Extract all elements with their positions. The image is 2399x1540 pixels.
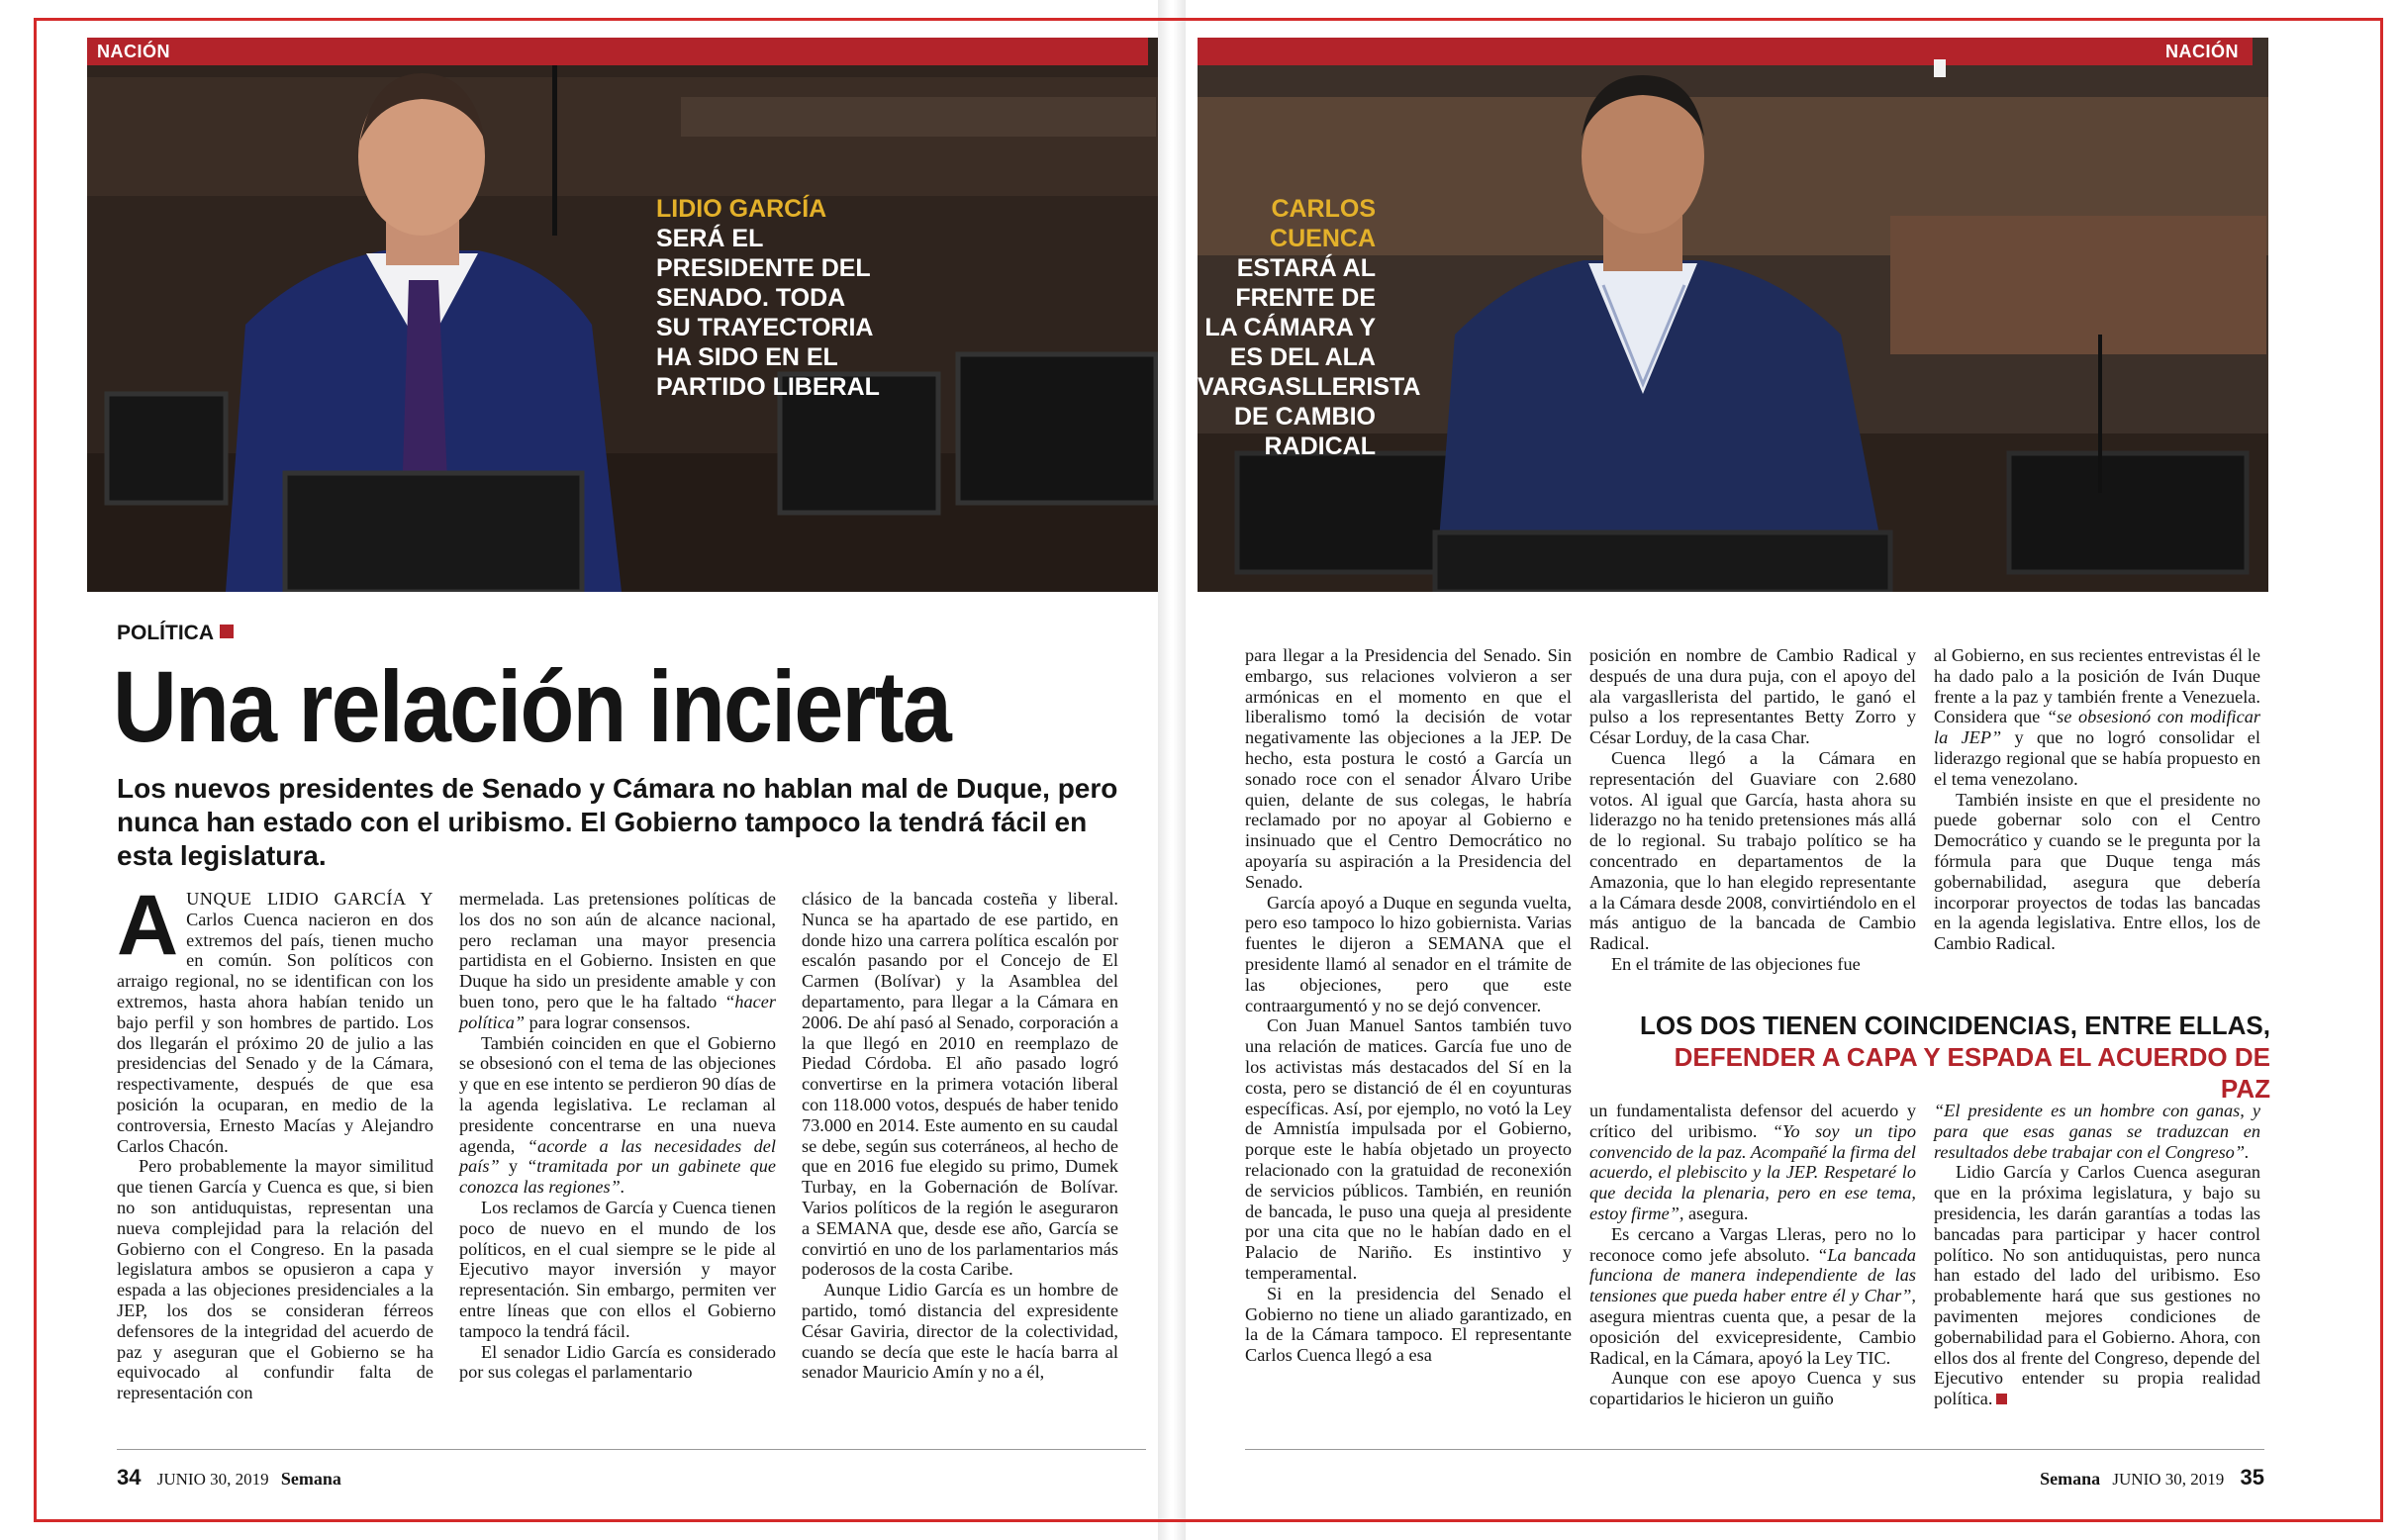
magazine-name: Semana (2040, 1469, 2101, 1489)
issue-date: JUNIO 30, 2019 (2112, 1470, 2225, 1489)
folio-rule (1245, 1449, 2264, 1450)
caption-body: ESTARÁ AL FRENTE DE LA CÁMARA Y ES DEL ALA VARGASLLERISTA DE CAMBIO RADICAL (1198, 254, 1421, 460)
paragraph: Lidio García y Carlos Cuenca aseguran que en la próxima legislatura, y bajo su presidencia, les darán garantías a todas las bancadas para participar y hacer control político. No son antiduquistas, pero nunca han estado del lado del uribismo. Eso probablemente hará que sus gestiones no pavimenten mejores condiciones de gobernabilidad para el Gobierno. Ahora, con ellos dos al frente del Congreso, depende del Ejecutivo entender su propia realidad política. (1934, 1162, 2260, 1409)
paragraph: Aunque con ese apoyo Cuenca y sus copartidarios le hicieron un guiño (1589, 1368, 1916, 1409)
article-column-2 (459, 889, 776, 1383)
kicker (117, 622, 234, 645)
paragraph: clásico de la bancada costeña y liberal. Nunca se ha apartado de ese partido, en donde hizo una carrera política escalón por escalón pasando por el Concejo de El Carmen (Bolívar) y la Asamblea del departamento, para llegar a la Cámara en 2006. De ahí pasó al Senado, corporación a la que llegó en 2010 en reemplazo de Piedad Córdoba. El año pasado logró convertirse en la primera votación liberal con 118.000 votos, después de haber tenido 73.000 en 2014. Este aumento en su caudal se debe, según sus coterráneos, al hecho de que en 2016 fue elegido su primo, Dumek Turbay, en la Gobernación de Bolívar. Varios políticos de la región le aseguraron a SEMANA que, desde ese año, García se convirtió en uno de los parlamentarios más poderosos de la costa Caribe. (802, 889, 1118, 1280)
caption-highlight: CARLOS CUENCA (1270, 195, 1376, 252)
paragraph: Pero probablemente la mayor similitud que tienen García y Cuenca es que, si bien no son antiduquistas, representan una nueva complejidad para la relación del Gobierno con el Congreso. En la pasada legislatura ambos se opusieron a capa y espada a las objeciones presidenciales a la JEP, los dos se consideran férreos defensores de la integridad del acuerdo de paz y aseguran que el Gobierno se ha equivocado al confundir falta de representación con (117, 1156, 433, 1403)
paragraph: un fundamentalista defensor del acuerdo y crítico del uribismo. “Yo soy un tipo convencido de la paz. Acompañé la firma del acuerdo, el plebiscito y la JEP. Respetaré lo que decida la plenaria, pero en ese tema, estoy firme”, asegura. (1589, 1101, 1916, 1223)
kicker-label: POLÍTICA (117, 622, 214, 644)
issue-date: JUNIO 30, 2019 (156, 1470, 269, 1489)
page-spine (1158, 0, 1186, 1540)
photo-caption-left (656, 194, 884, 402)
folio-rule (117, 1449, 1146, 1450)
drop-cap: A (117, 878, 179, 973)
page-number: 34 (117, 1465, 142, 1490)
folio-right (1245, 1465, 2264, 1491)
paragraph: para llegar a la Presidencia del Senado. Sin embargo, sus relaciones volvieron a ser armónicas en el momento en que el liberalismo tomó la decisión de votar negativamente las objeciones a la JEP. De hecho, esta postura le costó a García un sonado roce con el senador Álvaro Uribe quien, delante de sus colegas, le habría reclamado por no apoyar al Gobierno e insinuado que el Centro Democrático no apoyaría su aspiración a la Presidencia del Senado. (1245, 645, 1572, 892)
paragraph: En el trámite de las objeciones fue (1611, 953, 1861, 974)
article-column-1 (117, 878, 433, 1403)
paragraph: Si en la presidencia del Senado el Gobierno no tiene un aliado garantizado, en la de la Cámara tampoco. El representante Carlos Cuenca llegó a esa (1245, 1283, 1572, 1366)
senate-chamber-photo (87, 38, 1158, 592)
right-page (1186, 0, 2284, 1540)
deck: Los nuevos presidentes de Senado y Cámara no hablan mal de Duque, pero nunca han estado con el uribismo. El Gobierno tampoco la tendrá fácil en esta legislatura. (117, 773, 1118, 871)
photo-caption-right (1198, 194, 1421, 461)
article-column-5b (1589, 1101, 1916, 1409)
magazine-name: Semana (280, 1469, 341, 1489)
paragraph: Carlos Cuenca nacieron en dos extremos del país, tienen mucho en común. Son políticos con arraigo regional, no se identifican con los extremos, hasta ahora habían tenido un bajo perfil y son hombres de partido. Los dos llegarán el próximo 20 de julio a las presidencias del Senado y de la Cámara, respectivamente, después de que esa posición la ocuparan, en medio de la controversia, Ernesto Macías y Alejandro Carlos Chacón. (117, 909, 433, 1156)
paragraph: Aunque Lidio García es un hombre de partido, tomó distancia del expresidente César Gaviria, director de la colectividad, cuando se decía que este le hacía barra al senador Mauricio Amín y no a él, (802, 1280, 1118, 1383)
paragraph: También insiste en que el presidente no puede gobernar solo con el Centro Democrático y cuando se le pregunta por la fórmula para que Duque tenga más gobernabilidad, asegura que debería incorporar proyectos de todas las bancadas en la agenda legislativa. Entre ellos, los de Cambio Radical. (1934, 789, 2260, 954)
caption-highlight: LIDIO GARCÍA (656, 195, 827, 223)
article-column-3 (802, 889, 1118, 1383)
section-bar-right (1198, 38, 2253, 65)
folio-left (117, 1465, 1146, 1491)
article-column-4 (1245, 645, 1572, 1366)
section-label-right: NACIÓN (2165, 42, 2239, 61)
paragraph: Con Juan Manuel Santos también tuvo una relación de matices. García fue uno de los activistas más destacados del Sí en la costa, pero se distanció de él en coyunturas específicas. Así, por ejemplo, no votó la Ley de Amnistía impulsada por el Gobierno, porque este le había objetado un proyecto relacionado con la gratuidad de reconexión de servicios públicos. También, en reunión de bancada, le puso una queja al presidente por una cita que no le habían dado en el Palacio de Nariño. Es instintivo y temperamental. (1245, 1015, 1572, 1283)
section-bar-left (87, 38, 1148, 65)
headline: Una relación incierta (113, 650, 951, 763)
article-column-6b (1934, 1101, 2260, 1409)
pull-quote (1627, 1010, 2270, 1105)
article-column-5a (1589, 645, 1916, 1002)
paragraph: Es cercano a Vargas Lleras, pero no lo reconoce como jefe absoluto. “La bancada funciona de manera independiente de las tensiones que pueda haber entre él y Char”, asegura mientras cuenta que, a pesar de la oposición del exvicepresidente, Cambio Radical, en la Cámara, apoyó la Ley TIC. (1589, 1223, 1916, 1368)
paragraph: mermelada. Las pretensiones políticas de los dos no son aún de alcance nacional, pero reclaman una mayor presencia partidista en el Gobierno. Insisten en que Duque ha sido un presidente amable y con buen tono, pero que le ha faltado “hacer política” para lograr consensos. (459, 889, 776, 1032)
paragraph: posición en nombre de Cambio Radical y después de una dura puja, con el apoyo del ala vargasllerista del partido, le ganó el pulso a los representantes Betty Zorro y César Lorduy, de la casa Char. (1589, 645, 1916, 748)
section-label-left: NACIÓN (97, 42, 170, 61)
page-number: 35 (2240, 1465, 2264, 1490)
paragraph: El senador Lidio García es considerado por sus colegas el parlamentario (459, 1341, 776, 1383)
paragraph: También coinciden en que el Gobierno se obsesionó con el tema de las objeciones y que en ese intento se perdieron 90 días de la agenda legislativa. Le reclaman al presidente concentrarse en una nueva agenda, “acorde a las necesidades del país” y “tramitada por un gabinete que conozca las regiones”. (459, 1032, 776, 1198)
pull-quote-line-2: DEFENDER A CAPA Y ESPADA EL ACUERDO DE PAZ (1674, 1042, 2270, 1104)
paragraph: Cuenca llegó a la Cámara en representación del Guaviare con 2.680 votos. Al igual que García, hasta ahora su liderazgo no ha tenido pretensiones más allá de lo regional. Su trabajo político se ha concentrado en departamentos de la Amazonia, que lo han elegido representante a la Cámara desde 2008, convirtiéndolo en el más antiguo de la bancada de Cambio Radical. (1589, 747, 1916, 954)
kicker-square-icon (220, 625, 234, 638)
paragraph: Los reclamos de García y Cuenca tienen poco de nuevo en el mundo de los políticos, en el cual siempre se le pide al Ejecutivo mayor inversión y mayor representación. Sin embargo, permiten ver entre líneas que con ellos el Gobierno tampoco la tendrá fácil. (459, 1197, 776, 1341)
pull-quote-line-1: LOS DOS TIENEN COINCIDENCIAS, ENTRE ELLAS, (1639, 1011, 2270, 1040)
left-page (87, 0, 1158, 1540)
photo-lidio-garcia (87, 38, 1158, 592)
lead-paragraph (117, 878, 433, 1156)
caption-body: SERÁ EL PRESIDENTE DEL SENADO. TODA SU TRAYECTORIA HA SIDO EN EL PARTIDO LIBERAL (656, 225, 880, 401)
paragraph: al Gobierno, en sus recientes entrevistas él le ha dado palo a la posición de Iván Duque frente a la paz y también frente a Venezuela. Considera que “se obsesionó con modificar la JEP” y que no logró consolidar el liderazgo regional que se había propuesto en el tema venezolano. (1934, 645, 2260, 789)
lead-in: UNQUE LIDIO GARCÍA Y (186, 889, 433, 909)
end-mark-icon (1996, 1394, 2007, 1404)
page-marker (1934, 59, 1946, 77)
paragraph: García apoyó a Duque en segunda vuelta, pero eso tampoco lo hizo gobiernista. Varias fuentes le dijeron a SEMANA que el presidente llamó al senador en el trámite de las objeciones, pero que este contraargumentó y no se dejó convencer. (1245, 892, 1572, 1015)
paragraph: “El presidente es un hombre con ganas, y para que esas ganas se traduzcan en resultados debe trabajar con el Congreso”. (1934, 1101, 2260, 1162)
article-column-6a (1934, 645, 2260, 1002)
